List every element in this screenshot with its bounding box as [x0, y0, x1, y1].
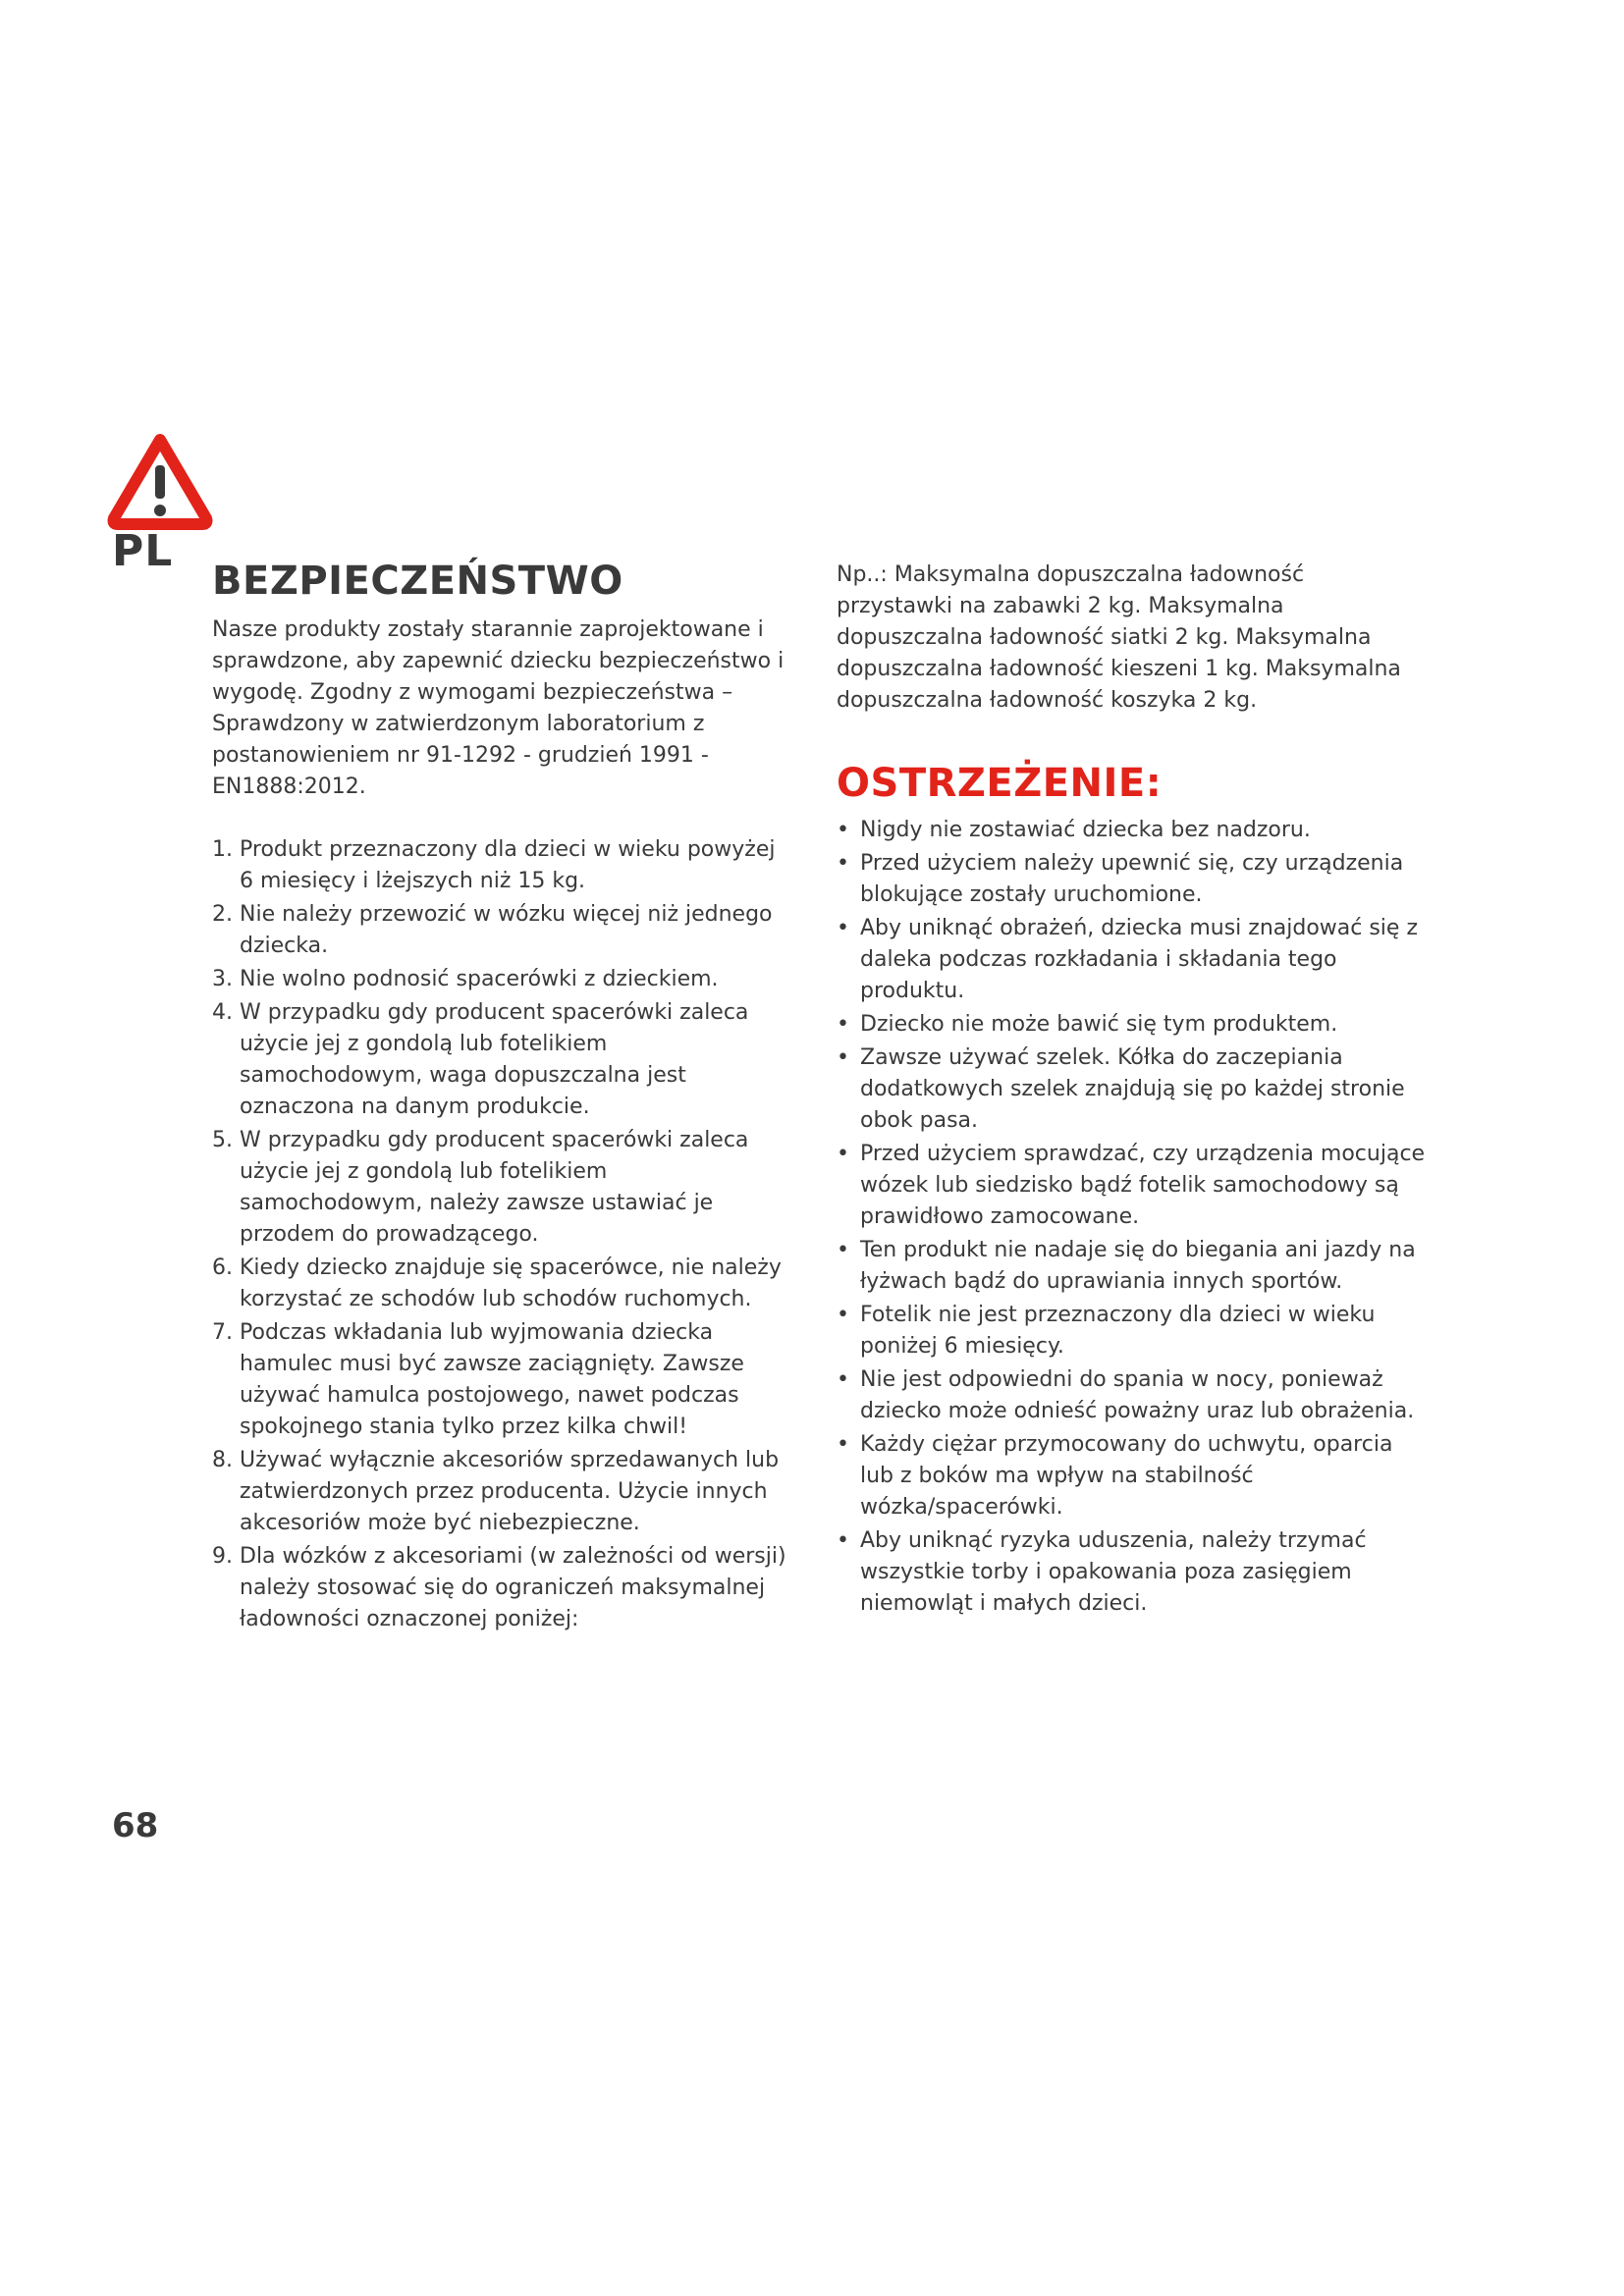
item-text: Nie należy przewozić w wózku więcej niż jednego dziecka.	[240, 902, 773, 958]
list-item	[837, 1235, 1426, 1298]
item-text: Aby uniknąć ryzyka uduszenia, należy trzymać wszystkie torby i opakowania poza zasięgiem niemowląt i małych dzieci.	[860, 1528, 1367, 1616]
list-item	[212, 1253, 791, 1315]
list-item	[212, 1541, 791, 1635]
item-number: 9.	[212, 1544, 233, 1569]
item-text: Aby uniknąć obrażeń, dziecka musi znajdować się z daleka podczas rozkładania i składania tego produktu.	[860, 916, 1418, 1003]
item-text: Ten produkt nie nadaje się do biegania ani jazdy na łyżwach bądź do uprawiania innych sportów.	[860, 1238, 1416, 1294]
item-number: 3.	[212, 967, 233, 991]
item-text: Zawsze używać szelek. Kółka do zaczepiania dodatkowych szelek znajdują się po każdej stronie obok pasa.	[860, 1045, 1405, 1133]
item-number: 5.	[212, 1128, 233, 1152]
list-item	[212, 1125, 791, 1251]
item-text: Dziecko nie może bawić się tym produktem.	[860, 1012, 1338, 1037]
item-number: 4.	[212, 1000, 233, 1025]
safety-title: BEZPIECZEŃSTWO	[212, 559, 623, 604]
left-column	[212, 558, 791, 1637]
bullet-icon: •	[837, 818, 849, 842]
bullet-icon: •	[837, 1367, 849, 1392]
language-code: PL	[112, 526, 174, 576]
list-item	[837, 1364, 1426, 1427]
list-item	[212, 1317, 791, 1443]
bullet-icon: •	[837, 1432, 849, 1457]
list-item	[212, 1445, 791, 1539]
warning-title: OSTRZEŻENIE:	[837, 761, 1163, 806]
warning-triangle-icon	[106, 432, 214, 530]
item-text: Nie wolno podnosić spacerówki z dzieckiem.	[240, 967, 719, 991]
list-item	[212, 997, 791, 1123]
list-item	[212, 834, 791, 897]
safety-numbered-list	[212, 834, 791, 1635]
item-number: 6.	[212, 1255, 233, 1280]
list-item	[212, 899, 791, 962]
list-item	[837, 913, 1426, 1007]
list-item	[837, 815, 1426, 846]
list-item	[837, 1139, 1426, 1233]
list-item	[837, 1042, 1426, 1137]
bullet-icon: •	[837, 1238, 849, 1262]
list-item	[837, 848, 1426, 911]
bullet-icon: •	[837, 1012, 849, 1037]
list-item	[837, 1429, 1426, 1523]
warning-bullet-list	[837, 815, 1426, 1620]
bullet-icon: •	[837, 1142, 849, 1166]
item-text: W przypadku gdy producent spacerówki zaleca użycie jej z gondolą lub fotelikiem samochodowym, należy zawsze ustawiać je przodem do prowadzącego.	[240, 1128, 749, 1247]
bullet-icon: •	[837, 1528, 849, 1553]
item-text: Produkt przeznaczony dla dzieci w wieku powyżej 6 miesięcy i lżejszych niż 15 kg.	[240, 837, 776, 893]
item-text: Używać wyłącznie akcesoriów sprzedawanych lub zatwierdzonych przez producenta. Użycie innych akcesoriów może być niebezpieczne.	[240, 1448, 780, 1535]
load-limits-note: Np..: Maksymalna dopuszczalna ładowność przystawki na zabawki 2 kg. Maksymalna dopuszczalna ładowność siatki 2 kg. Maksymalna dopuszczalna ładowność kieszeni 1 kg. Maksymalna dopuszczalna ładowność koszyka 2 kg.	[837, 562, 1401, 713]
right-column	[837, 560, 1426, 1622]
item-number: 1.	[212, 837, 233, 862]
item-text: Przed użyciem należy upewnić się, czy urządzenia blokujące zostały uruchomione.	[860, 851, 1404, 907]
item-text: Fotelik nie jest przeznaczony dla dzieci w wieku poniżej 6 miesięcy.	[860, 1303, 1376, 1359]
item-text: W przypadku gdy producent spacerówki zaleca użycie jej z gondolą lub fotelikiem samochodowym, waga dopuszczalna jest oznaczona na danym produkcie.	[240, 1000, 749, 1119]
item-number: 7.	[212, 1320, 233, 1345]
item-text: Każdy ciężar przymocowany do uchwytu, oparcia lub z boków ma wpływ na stabilność wózka/spacerówki.	[860, 1432, 1393, 1520]
safety-intro: Nasze produkty zostały starannie zaprojektowane i sprawdzone, aby zapewnić dziecku bezpieczeństwo i wygodę. Zgodny z wymogami bezpieczeństwa – Sprawdzony w zatwierdzonym laboratorium z postanowieniem nr 91-1292 - grudzień 1991 - EN1888:2012.	[212, 617, 785, 799]
bullet-icon: •	[837, 1045, 849, 1070]
bullet-icon: •	[837, 916, 849, 940]
item-text: Podczas wkładania lub wyjmowania dziecka hamulec musi być zawsze zaciągnięty. Zawsze używać hamulca postojowego, nawet podczas spokojnego stania tylko przez kilka chwil!	[240, 1320, 744, 1439]
list-item	[837, 1009, 1426, 1041]
list-item	[837, 1300, 1426, 1362]
item-text: Dla wózków z akcesoriami (w zależności od wersji) należy stosować się do ograniczeń maksymalnej ładowności oznaczonej poniżej:	[240, 1544, 786, 1631]
item-text: Nigdy nie zostawiać dziecka bez nadzoru.	[860, 818, 1311, 842]
item-text: Nie jest odpowiedni do spania w nocy, ponieważ dziecko może odnieść poważny uraz lub obrażenia.	[860, 1367, 1415, 1423]
list-item	[837, 1525, 1426, 1620]
bullet-icon: •	[837, 1303, 849, 1327]
page-number: 68	[112, 1806, 159, 1845]
item-text: Kiedy dziecko znajduje się spacerówce, nie należy korzystać ze schodów lub schodów ruchomych.	[240, 1255, 782, 1311]
item-number: 8.	[212, 1448, 233, 1472]
list-item	[212, 964, 791, 995]
item-number: 2.	[212, 902, 233, 927]
bullet-icon: •	[837, 851, 849, 876]
item-text: Przed użyciem sprawdzać, czy urządzenia mocujące wózek lub siedzisko bądź fotelik samochodowy są prawidłowo zamocowane.	[860, 1142, 1426, 1229]
